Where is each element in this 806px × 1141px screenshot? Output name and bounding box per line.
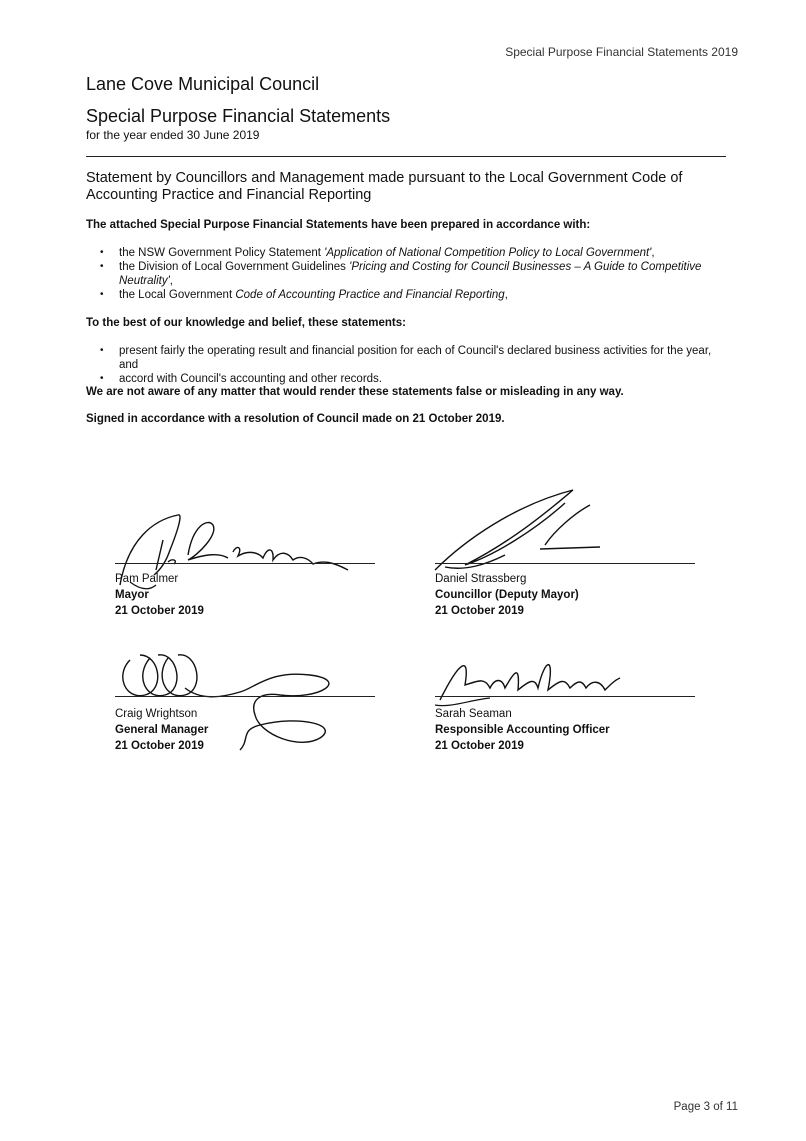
not-aware-statement: We are not aware of any matter that would render these statements false or misleading in any way.	[86, 386, 624, 398]
belief-list	[100, 344, 730, 386]
signatory-name: Daniel Strassberg	[435, 573, 527, 585]
deputy-signature	[425, 485, 625, 585]
deputy-signature-line	[435, 563, 695, 564]
gm-signature-line	[115, 696, 375, 697]
list-item: • accord with Council's accounting and other records.	[100, 372, 730, 386]
signatory-date: 21 October 2019	[435, 605, 524, 617]
list-item: • the Division of Local Government Guidelines 'Pricing and Costing for Council Businesses – A Guide to Competitive Neutrality',	[100, 260, 730, 288]
mayor-signature-line	[115, 563, 375, 564]
signatory-name: Craig Wrightson	[115, 708, 198, 720]
signatory-name: Sarah Seaman	[435, 708, 512, 720]
statement-heading: Statement by Councillors and Management made pursuant to the Local Government Code of Accounting Practice and Financial Reporting	[86, 170, 683, 203]
signatory-role: Responsible Accounting Officer	[435, 724, 610, 736]
rao-signature-line	[435, 696, 695, 697]
intro-belief: To the best of our knowledge and belief, these statements:	[86, 317, 406, 329]
signed-resolution: Signed in accordance with a resolution of Council made on 21 October 2019.	[86, 413, 505, 425]
mayor-block	[115, 571, 204, 619]
intro-prepared: The attached Special Purpose Financial Statements have been prepared in accordance with:	[86, 219, 591, 231]
signatory-date: 21 October 2019	[435, 740, 524, 752]
document-title: Special Purpose Financial Statements	[86, 106, 391, 126]
gm-block	[115, 706, 208, 754]
signatory-role: Mayor	[115, 589, 149, 601]
title-divider	[86, 156, 726, 157]
page-number: Page 3 of 11	[673, 1101, 738, 1113]
list-item: • present fairly the operating result and financial position for each of Council's declared business activities for the year, and	[100, 344, 730, 372]
deputy-block	[435, 571, 579, 619]
running-header: Special Purpose Financial Statements 2019	[505, 45, 738, 59]
signatory-name: Pam Palmer	[115, 573, 179, 585]
list-item: • the Local Government Code of Accounting Practice and Financial Reporting,	[100, 288, 730, 302]
prepared-list	[100, 246, 730, 302]
signatory-role: Councillor (Deputy Mayor)	[435, 589, 579, 601]
list-item: • the NSW Government Policy Statement 'Application of National Competition Policy to Local Government',	[100, 246, 730, 260]
signatory-date: 21 October 2019	[115, 605, 204, 617]
signatory-date: 21 October 2019	[115, 740, 204, 752]
signatory-role: General Manager	[115, 724, 209, 736]
council-name: Lane Cove Municipal Council	[86, 74, 320, 94]
document-subtitle: for the year ended 30 June 2019	[86, 128, 260, 142]
rao-block	[435, 706, 610, 754]
